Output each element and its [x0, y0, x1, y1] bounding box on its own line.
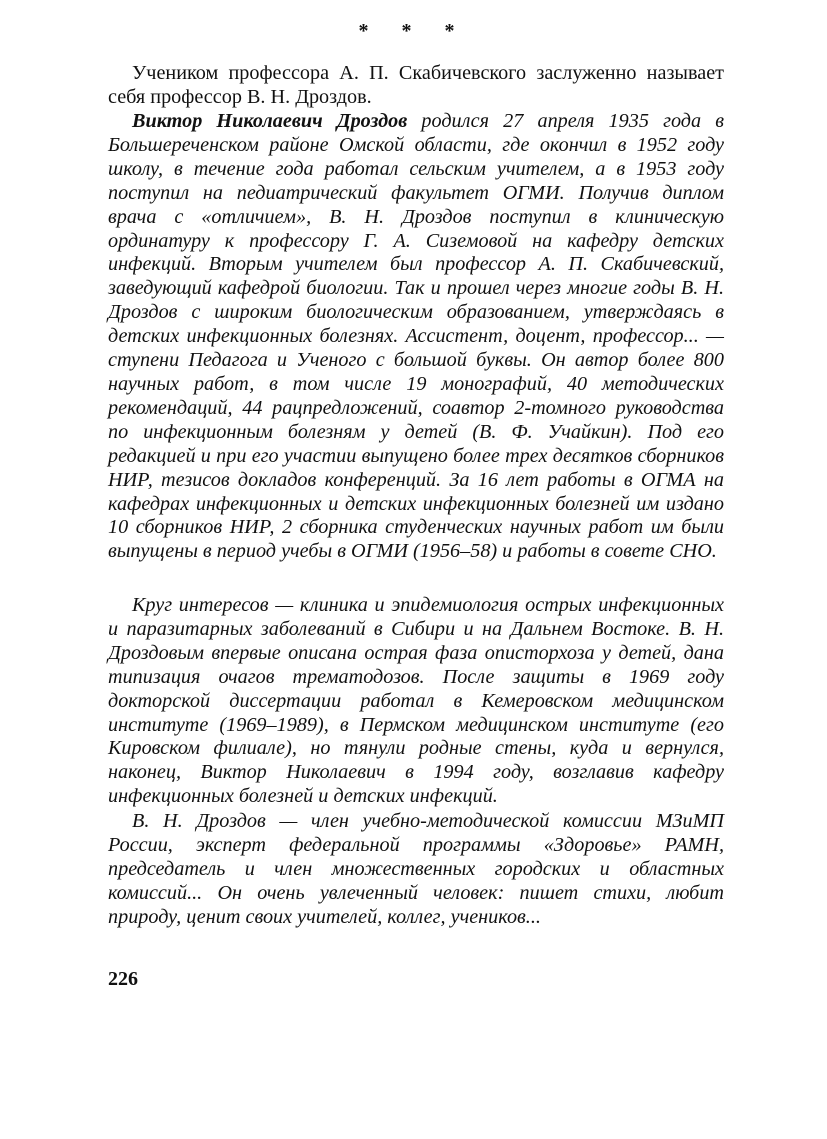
roles-paragraph: В. Н. Дроздов — член учебно-методической комиссии МЗиМП России, эксперт федеральной программы «Здоровье» РАМН, председатель и член множественных городских и областных комиссий... Он очень увлеченный человек: пишет стихи, любит природу, ценит своих учителей, коллег, учеников...: [108, 810, 724, 928]
section-separator: * * *: [358, 20, 469, 42]
interests-paragraph: Круг интересов — клиника и эпидемиология острых инфекционных и паразитарных заболеваний в Сибири и на Дальнем Востоке. В. Н. Дроздовым впервые описана острая фаза описторхоза у детей, дана типизация очагов трематодозов. После защиты в 1969 году докторской диссертации работал в Кемеровском медицинском институте (1969–1989), в Пермском медицинском институте (его Кировском филиале), но тянули родные стены, куда и вернулся, наконец, Виктор Николаевич в 1994 году, возглавив кафедру инфекционных болезней и детских инфекций.: [108, 594, 724, 808]
interests-paragraph-block: [108, 594, 724, 809]
biography-paragraph: [108, 110, 724, 564]
roles-paragraph-block: [108, 810, 724, 930]
biography-name: Виктор Николаевич Дроздов: [132, 110, 408, 132]
biography-paragraph-block: [108, 110, 724, 564]
intro-paragraph-block: [108, 62, 724, 110]
page-number: 226: [108, 968, 138, 990]
biography-text: родился 27 апреля 1935 года в Большереченском районе Омской области, где окончил в 1952 году школу, в течение года работал сельским учителем, а в 1953 году поступил на педиатрический факультет ОГМИ. Получив диплом врача с «отличием», В. Н. Дроздов поступил в клиническую ординатуру к профессору Г. А. Сиземовой на кафедру детских инфекций. Вторым учителем был профессор А. П. Скабичевский, заведующий кафедрой биологии. Так и прошел через многие годы В. Н. Дроздов с широким биологическим образованием, утверждаясь в детских инфекционных болезнях. Ассистент, доцент, профессор... — ступени Педагога и Ученого с большой буквы. Он автор более 800 научных работ, в том числе 19 монографий, 40 методических рекомендаций, 44 рацпредложений, соавтор 2-томного руководства по инфекционным болезням у детей (В. Ф. Учайкин). Под его редакцией и при его участии выпущено более трех десятков сборников НИР, тезисов докладов конференций. За 16 лет работы в ОГМА на кафедрах инфекционных и детских инфекционных болезней им издано 10 сборников НИР, 2 сборника студенческих научных работ им были выпущены в период учебы в ОГМИ (1956–58) и работы в совете СНО.: [108, 110, 724, 563]
intro-paragraph: Учеником профессора А. П. Скабичевского заслуженно называет себя профессор В. Н. Дроздов.: [108, 62, 724, 108]
